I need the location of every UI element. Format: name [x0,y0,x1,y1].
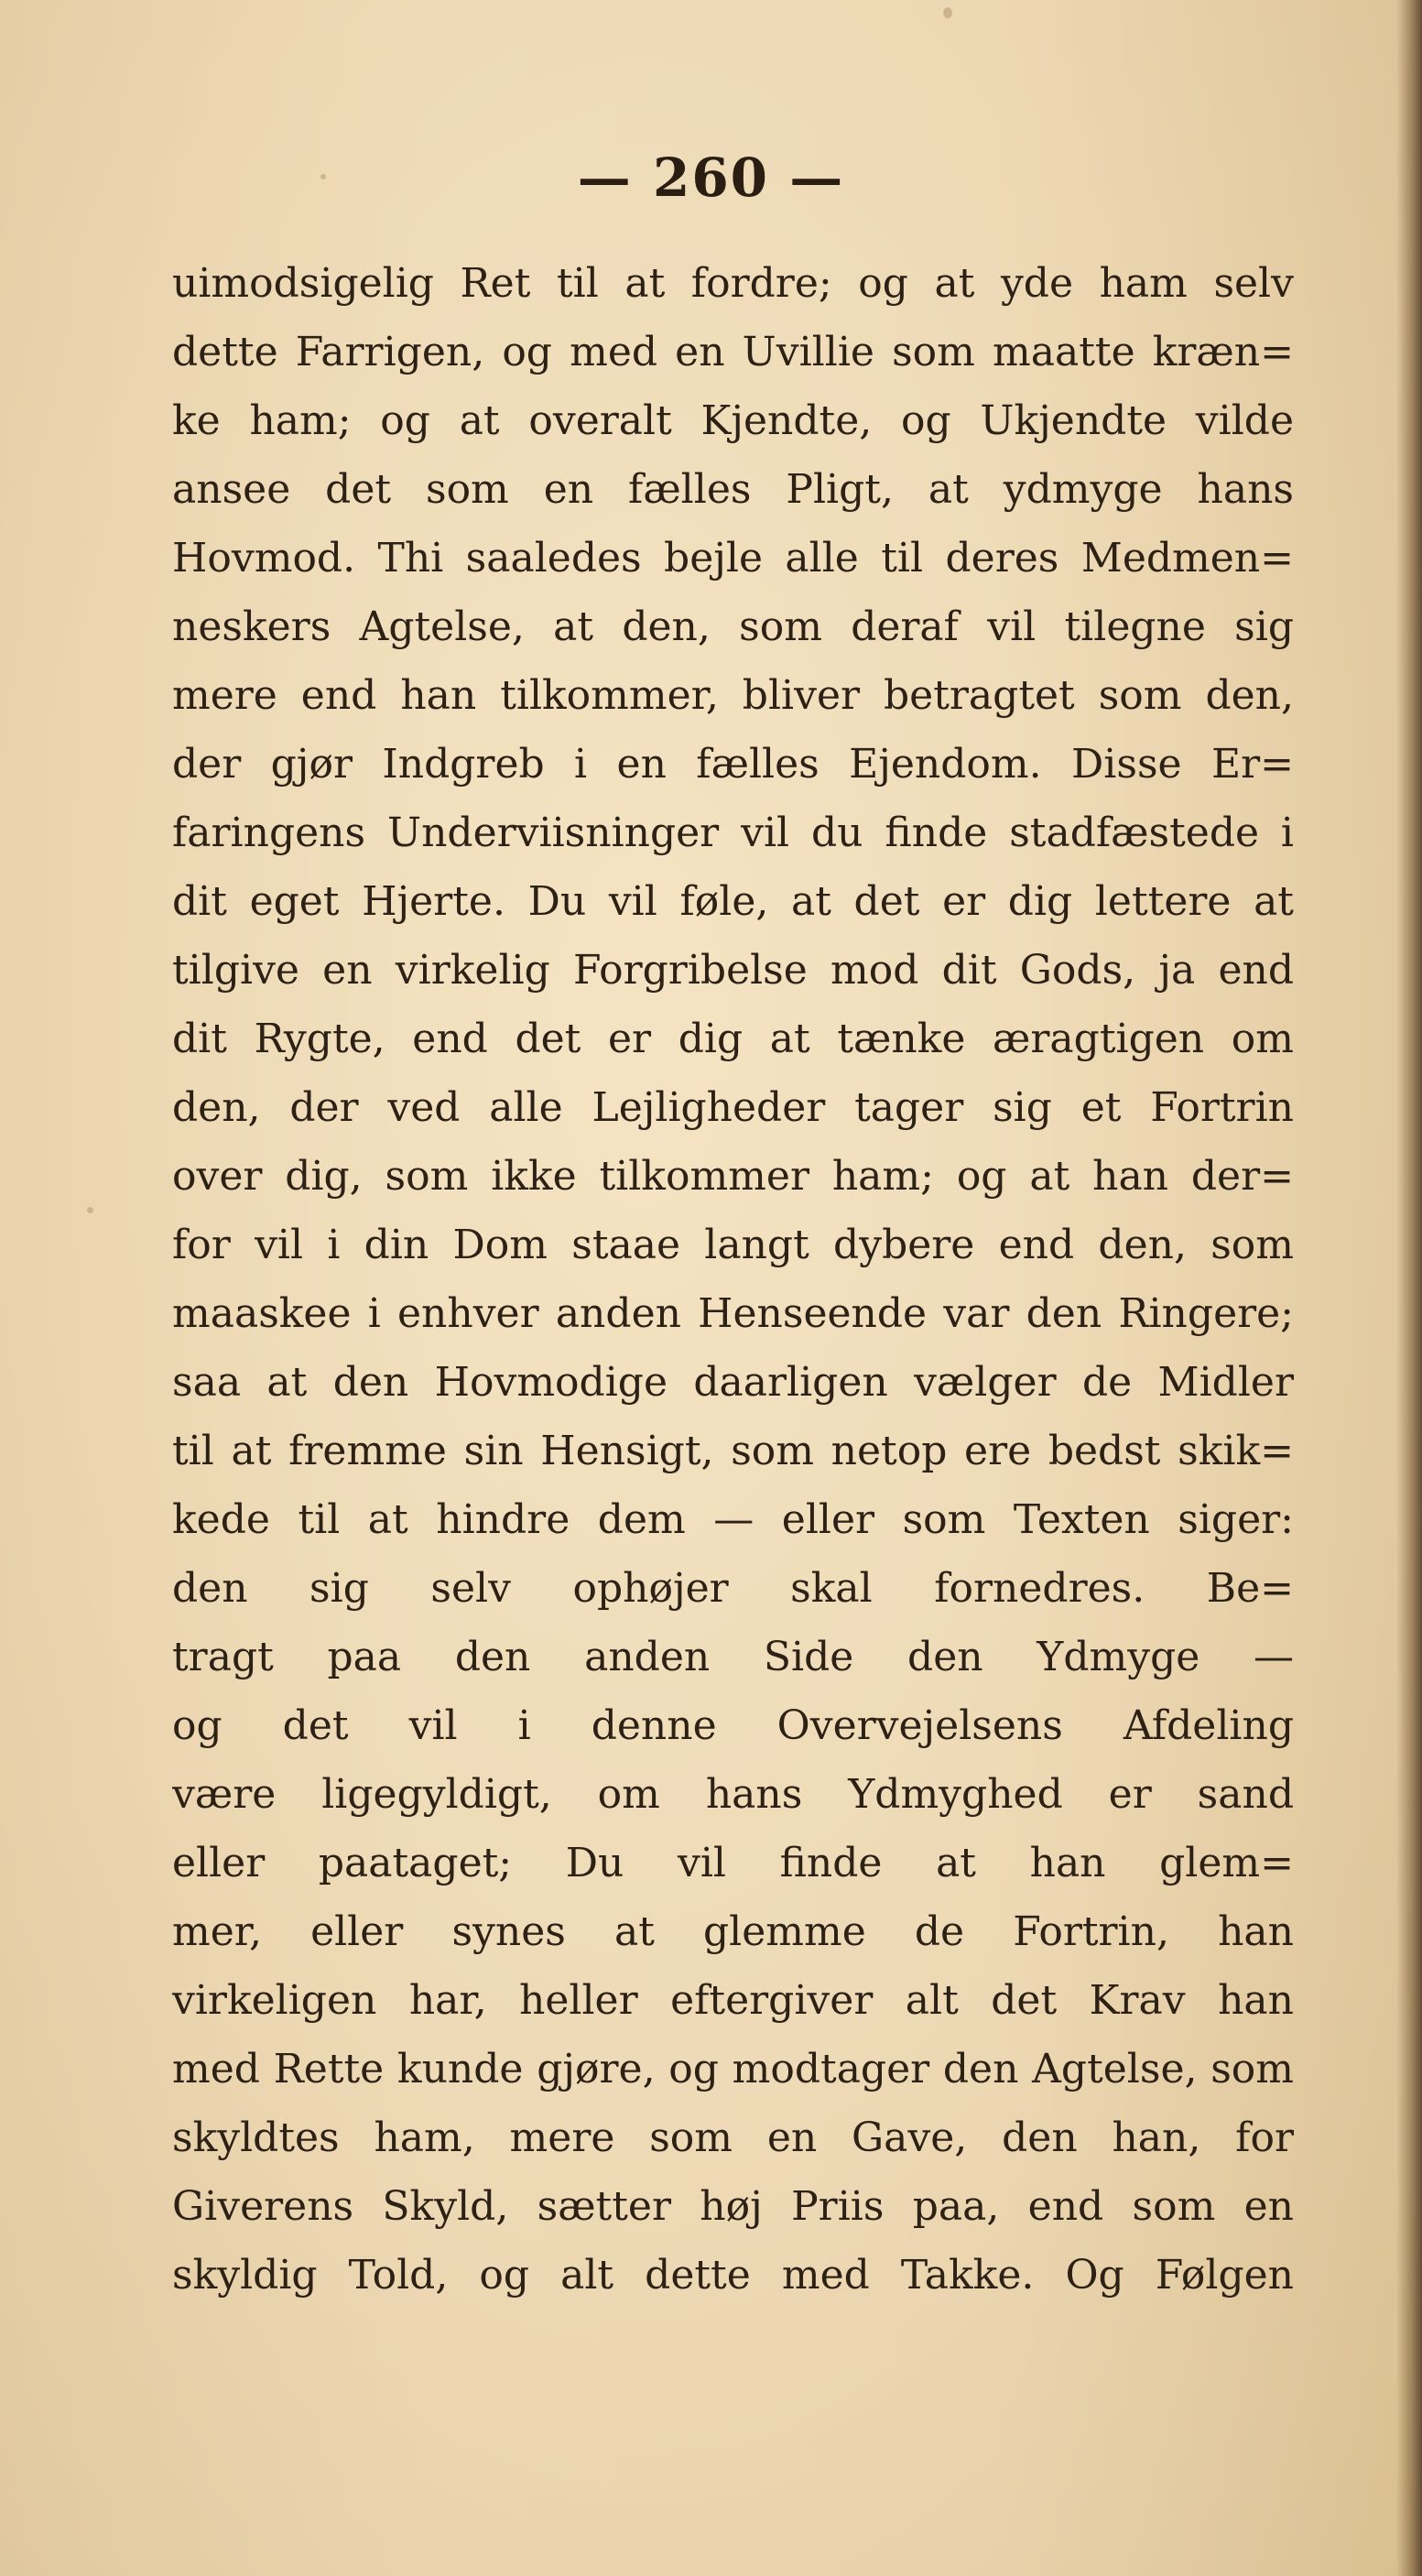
text-line: der gjør Indgreb i en fælles Ejendom. Disse Er= [172,741,1294,788]
text-line: dit eget Hjerte. Du vil føle, at det er dig lettere at [172,878,1294,925]
paper-stain [943,7,952,18]
text-line: den, der ved alle Lejligheder tager sig et Fortrin [172,1084,1294,1131]
text-line: tilgive en virkelig Forgribelse mod dit Gods, ja end [172,947,1294,994]
text-line: til at fremme sin Hensigt, som netop ere bedst skik= [172,1428,1294,1474]
text-line: faringens Underviisninger vil du finde stadfæstede i [172,810,1294,856]
text-line: for vil i din Dom staae langt dybere end den, som [172,1222,1294,1268]
text-line: med Rette kunde gjøre, og modtager den Agtelse, som [172,2046,1294,2092]
text-line: maaskee i enhver anden Henseende var den Ringere; [172,1290,1294,1337]
page-right-edge-shadow [1396,0,1422,2576]
page-number: — 260 — [577,147,845,209]
text-line: eller paataget; Du vil finde at han glem= [172,1840,1294,1886]
text-line: tragt paa den anden Side den Ydmyge — [172,1634,1294,1680]
text-line: dit Rygte, end det er dig at tænke æragtigen om [172,1016,1294,1062]
text-line: over dig, som ikke tilkommer ham; og at han der= [172,1153,1294,1200]
text-line: neskers Agtelse, at den, som deraf vil tilegne sig [172,603,1294,650]
text-line: Hovmod. Thi saaledes bejle alle til deres Medmen= [172,535,1294,582]
text-line: dette Farrigen, og med en Uvillie som maatte kræn= [172,329,1294,375]
text-line: saa at den Hovmodige daarligen vælger de Midler [172,1359,1294,1406]
body-text [172,249,1294,2310]
text-line: skyldtes ham, mere som en Gave, den han, for [172,2114,1294,2161]
text-line: den sig selv ophøjer skal fornedres. Be= [172,1565,1294,1612]
paper-stain [87,1207,93,1213]
text-line: mere end han tilkommer, bliver betragtet som den, [172,672,1294,719]
text-line: være ligegyldigt, om hans Ydmyghed er sand [172,1771,1294,1818]
text-line: skyldig Told, og alt dette med Takke. Og Følgen [172,2252,1294,2299]
text-line: kede til at hindre dem — eller som Texten siger: [172,1496,1294,1543]
text-line: uimodsigelig Ret til at fordre; og at yde ham selv [172,260,1294,307]
text-line: ansee det som en fælles Pligt, at ydmyge hans [172,466,1294,513]
text-line: virkeligen har, heller eftergiver alt det Krav han [172,1977,1294,2024]
text-line: Giverens Skyld, sætter høj Priis paa, end som en [172,2183,1294,2230]
text-line: mer, eller synes at glemme de Fortrin, han [172,1908,1294,1955]
text-line: ke ham; og at overalt Kjendte, og Ukjendte vilde [172,397,1294,444]
text-line: og det vil i denne Overvejelsens Afdeling [172,1702,1294,1749]
